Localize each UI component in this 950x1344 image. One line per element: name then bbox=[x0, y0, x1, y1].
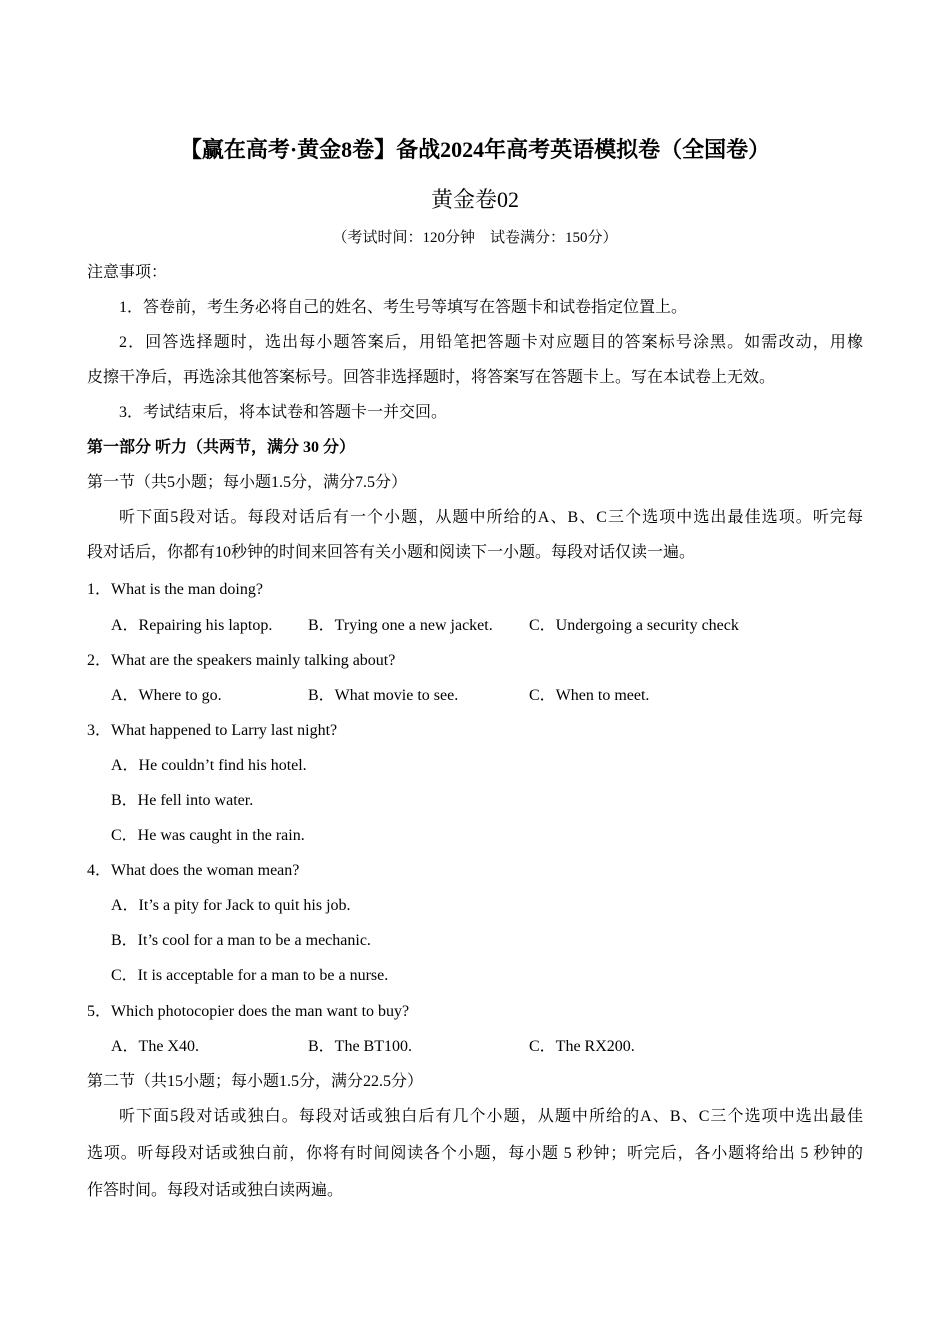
question-2-option-a: A．Where to go. bbox=[111, 687, 222, 704]
section2-instruction-line-2: 选项。听每段对话或独白前，你将有时间阅读各个小题，每小题 5 秒钟；听完后，各小题将给出 5 秒钟的 bbox=[87, 1145, 863, 1162]
question-2-option-b: B．What movie to see. bbox=[308, 687, 459, 704]
part1-heading: 第一部分 听力（共两节，满分 30 分） bbox=[87, 439, 356, 456]
notice-item-2-line-2: 皮擦干净后，再选涂其他答案标号。回答非选择题时，将答案写在答题卡上。写在本试卷上无效。 bbox=[87, 369, 776, 386]
section1-heading: 第一节（共5小题；每小题1.5分，满分7.5分） bbox=[87, 474, 408, 491]
question-4-stem: 4．What does the woman mean? bbox=[87, 862, 300, 879]
question-5-option-b: B．The BT100. bbox=[308, 1038, 412, 1055]
notice-item-2-line-1: 2．回答选择题时，选出每小题答案后，用铅笔把答题卡对应题目的答案标号涂黑。如需改动，用橡 bbox=[119, 334, 863, 351]
question-3-option-a: A．He couldn’t find his hotel. bbox=[111, 757, 307, 774]
question-4-option-b: B．It’s cool for a man to be a mechanic. bbox=[111, 932, 371, 949]
exam-subtitle: 黄金卷02 bbox=[430, 187, 519, 212]
exam-title: 【赢在高考·黄金8卷】备战2024年高考英语模拟卷（全国卷） bbox=[179, 137, 771, 162]
section1-instruction-line-2: 段对话后，你都有10秒钟的时间来回答有关小题和阅读下一小题。每段对话仅读一遍。 bbox=[87, 544, 696, 561]
question-5-option-a: A．The X40. bbox=[111, 1038, 199, 1055]
question-1-stem: 1．What is the man doing? bbox=[87, 581, 263, 598]
question-5-stem: 5．Which photocopier does the man want to buy? bbox=[87, 1003, 410, 1020]
question-1-option-c: C．Undergoing a security check bbox=[529, 617, 739, 634]
question-4-option-c: C．It is acceptable for a man to be a nurse. bbox=[111, 967, 389, 984]
question-3-option-c: C．He was caught in the rain. bbox=[111, 827, 305, 844]
section2-instruction-line-3: 作答时间。每段对话或独白读两遍。 bbox=[87, 1182, 344, 1199]
notice-heading: 注意事项： bbox=[87, 264, 168, 281]
question-1-option-a: A．Repairing his laptop. bbox=[111, 617, 273, 634]
question-5-option-c: C．The RX200. bbox=[529, 1038, 635, 1055]
notice-item-3: 3．考试结束后，将本试卷和答题卡一并交回。 bbox=[119, 404, 448, 421]
question-3-stem: 3．What happened to Larry last night? bbox=[87, 722, 338, 739]
section1-instruction-line-1: 听下面5段对话。每段对话后有一个小题，从题中所给的A、B、C三个选项中选出最佳选项。听完每 bbox=[119, 509, 863, 526]
question-2-option-c: C．When to meet. bbox=[529, 687, 650, 704]
section2-instruction-line-1: 听下面5段对话或独白。每段对话或独白后有几个小题，从题中所给的A、B、C三个选项中选出最佳 bbox=[119, 1108, 863, 1125]
question-3-option-b: B．He fell into water. bbox=[111, 792, 254, 809]
question-1-option-b: B．Trying one a new jacket. bbox=[308, 617, 493, 634]
exam-info: （考试时间：120分钟 试卷满分：150分） bbox=[332, 230, 618, 246]
question-2-stem: 2．What are the speakers mainly talking about? bbox=[87, 652, 396, 669]
notice-item-1: 1．答卷前，考生务必将自己的姓名、考生号等填写在答题卡和试卷指定位置上。 bbox=[119, 299, 688, 316]
section2-heading: 第二节（共15小题；每小题1.5分，满分22.5分） bbox=[87, 1073, 424, 1090]
question-4-option-a: A．It’s a pity for Jack to quit his job. bbox=[111, 897, 351, 914]
